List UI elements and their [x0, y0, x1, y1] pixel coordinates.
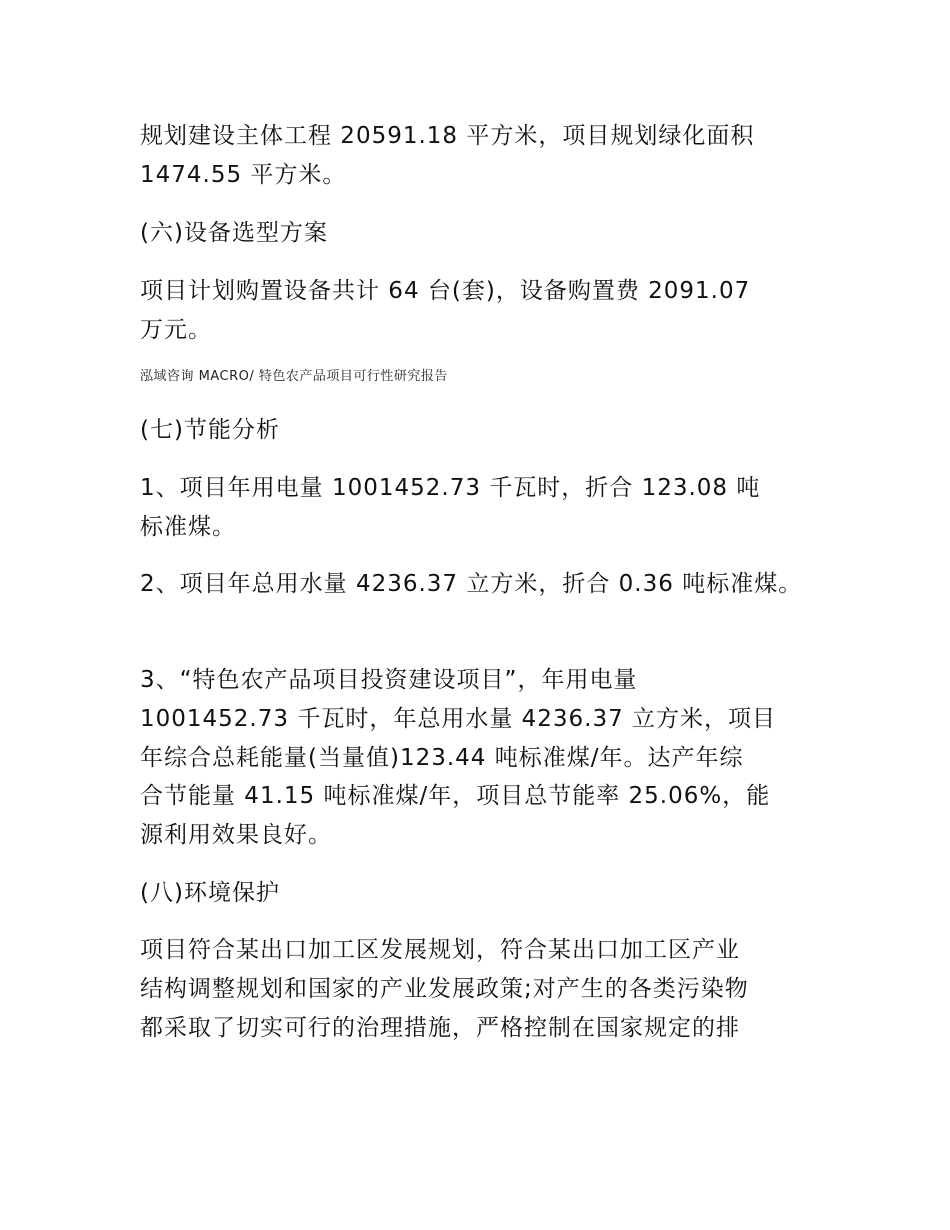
- energy-item-3-line-1: 3、“特色农产品项目投资建设项目”，年用电量: [140, 667, 638, 693]
- section-heading-environment: (八)环境保护: [140, 880, 280, 906]
- section-heading-equipment: (六)设备选型方案: [140, 220, 328, 246]
- energy-item-3-line-3: 年综合总耗能量(当量值)123.44 吨标准煤/年。达产年综: [140, 745, 744, 771]
- paragraph-equipment-line-2: 万元。: [140, 317, 212, 343]
- paragraph-construction-line-2: 1474.55 平方米。: [140, 162, 347, 188]
- paragraph-construction-line-1: 规划建设主体工程 20591.18 平方米，项目规划绿化面积: [140, 123, 755, 149]
- section-heading-energy: (七)节能分析: [140, 417, 280, 443]
- energy-item-2-line-1: 2、项目年总用水量 4236.37 立方米，折合 0.36 吨标准煤。: [140, 571, 803, 597]
- paragraph-equipment-line-1: 项目计划购置设备共计 64 台(套)，设备购置费 2091.07: [140, 278, 751, 304]
- energy-item-1-line-1: 1、项目年用电量 1001452.73 千瓦时，折合 123.08 吨: [140, 475, 761, 501]
- energy-item-3-line-4: 合节能量 41.15 吨标准煤/年，项目总节能率 25.06%，能: [140, 783, 771, 809]
- energy-item-3-line-2: 1001452.73 千瓦时，年总用水量 4236.37 立方米，项目: [140, 706, 777, 732]
- paragraph-environment-line-1: 项目符合某出口加工区发展规划，符合某出口加工区产业: [140, 937, 740, 963]
- energy-item-1-line-2: 标准煤。: [140, 514, 236, 540]
- energy-item-3-line-5: 源利用效果良好。: [140, 822, 332, 848]
- running-header: 泓域咨询 MACRO/ 特色农产品项目可行性研究报告: [140, 369, 448, 384]
- paragraph-environment-line-2: 结构调整规划和国家的产业发展政策;对产生的各类污染物: [140, 976, 749, 1002]
- paragraph-environment-line-3: 都采取了切实可行的治理措施，严格控制在国家规定的排: [140, 1015, 740, 1041]
